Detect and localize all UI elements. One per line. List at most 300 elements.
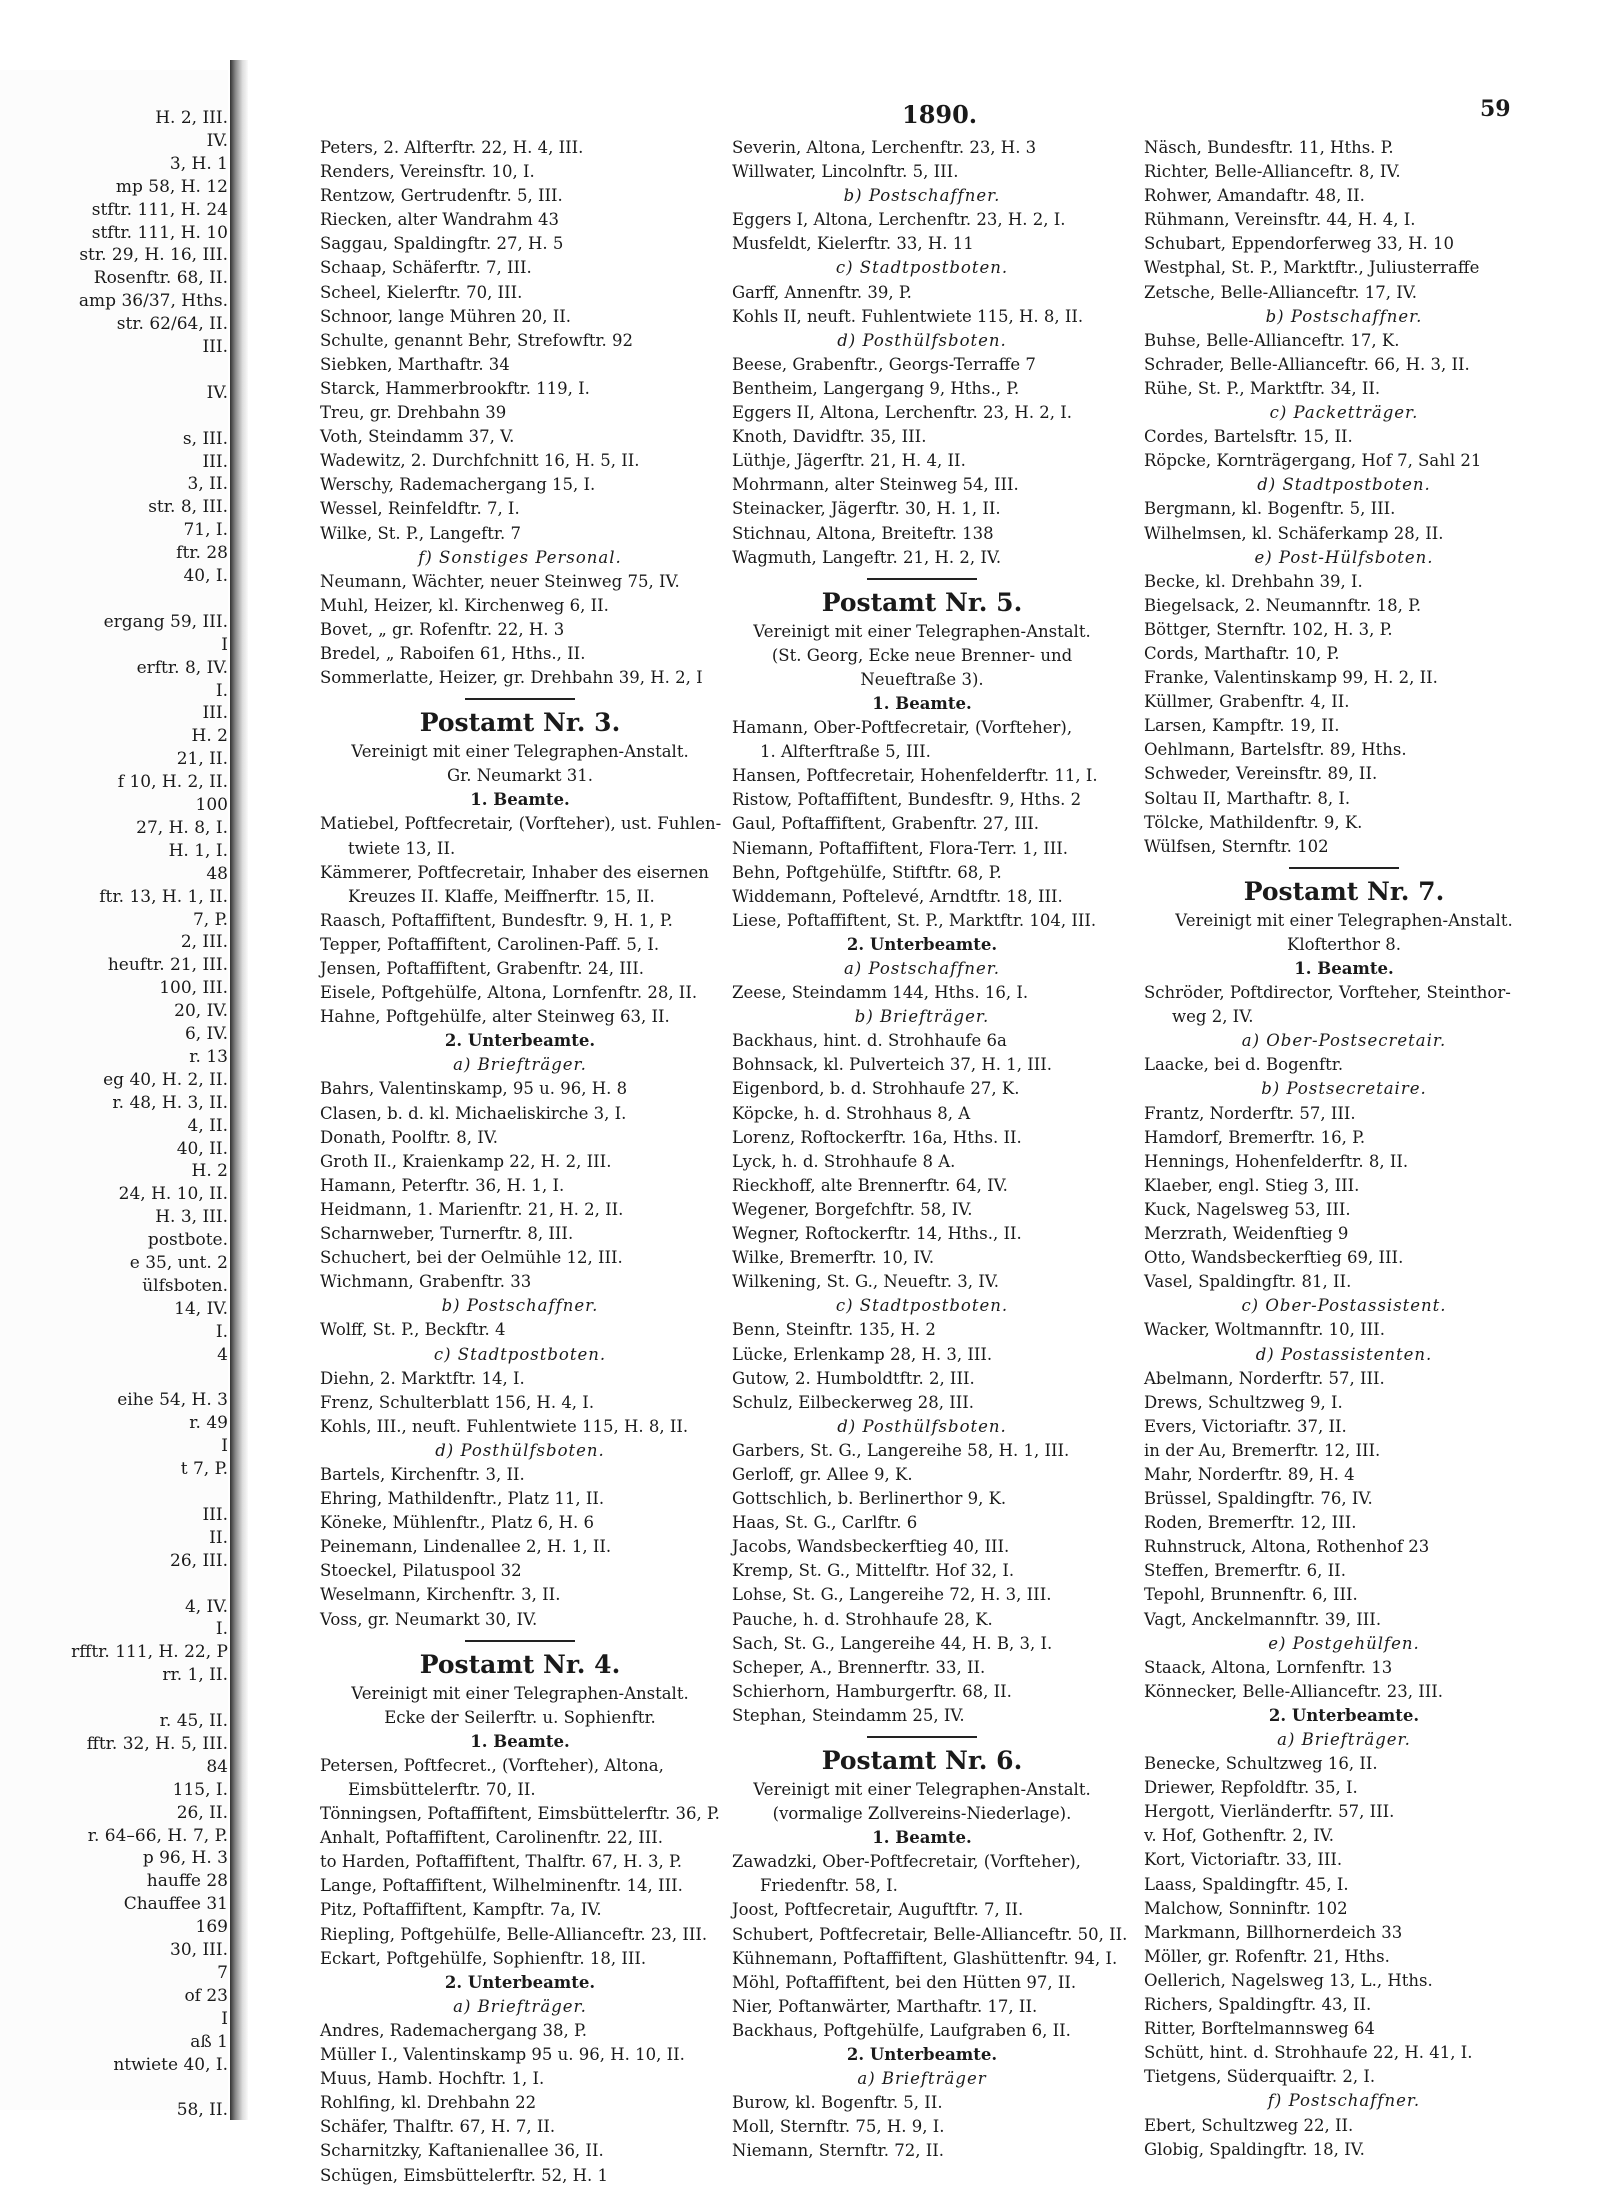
- fragment-line: eihe 54, H. 3: [117, 1390, 228, 1411]
- directory-entry: Rohwer, Amandaftr. 48, II.: [1144, 186, 1365, 206]
- directory-entry: Näsch, Bundesftr. 11, Hths. P.: [1144, 138, 1394, 157]
- fragment-line: r. 48, H. 3, II.: [112, 1092, 228, 1113]
- office-info: Vereinigt mit einer Telegraphen-Anstalt.: [1175, 910, 1513, 930]
- directory-entry: Mahr, Norderftr. 89, H. 4: [1144, 1464, 1355, 1484]
- directory-entry: Andres, Rademachergang 38, P.: [320, 2020, 588, 2040]
- directory-entry: Benn, Steinftr. 135, H. 2: [732, 1320, 936, 1340]
- directory-entry: Wilke, Bremerftr. 10, IV.: [732, 1248, 935, 1268]
- directory-entry: Widdemann, Poftelevé, Arndtftr. 18, III.: [732, 886, 1063, 906]
- fragment-line: Rosenftr. 68, II.: [93, 268, 228, 289]
- fragment-line: stftr. 111, H. 24: [91, 199, 228, 220]
- fragment-line: 100: [195, 795, 228, 815]
- directory-entry: Röpcke, Kornträgergang, Hof 7, Sahl 21: [1144, 451, 1482, 471]
- directory-entry: Gottschlich, b. Berlinerthor 9, K.: [732, 1489, 1007, 1509]
- directory-entry: Muus, Hamb. Hochftr. 1, I.: [320, 2069, 545, 2089]
- fragment-line: 4, IV.: [184, 1596, 228, 1617]
- directory-entry: Nier, Poftanwärter, Marthaftr. 17, II.: [732, 1996, 1038, 2016]
- directory-entry: Wülfsen, Sternftr. 102: [1144, 836, 1329, 856]
- directory-entry: Stoeckel, Pilatuspool 32: [320, 1561, 522, 1581]
- directory-page: [252, 70, 1552, 2185]
- fragment-line: 20, IV.: [174, 1001, 228, 1022]
- section-divider: [867, 1736, 977, 1738]
- directory-entry: Schütt, hint. d. Strohhaufe 22, H. 41, I.: [1144, 2043, 1473, 2063]
- directory-entry: Eckart, Poftgehülfe, Sophienftr. 18, III.: [320, 1948, 647, 1968]
- directory-entry: Bartels, Kirchenftr. 3, II.: [320, 1464, 525, 1484]
- book-fold-shadow: [230, 60, 248, 2120]
- subsection-heading: f) Postschaffner.: [1267, 2091, 1421, 2111]
- directory-entry: Bentheim, Langergang 9, Hths., P.: [732, 378, 1020, 398]
- directory-entry: Steinacker, Jägerftr. 30, H. 1, II.: [732, 499, 1001, 519]
- postamt-heading: Postamt Nr. 4.: [419, 1649, 621, 1679]
- fragment-line: ülfsboten.: [142, 1275, 228, 1296]
- column-3: [1144, 136, 1544, 2162]
- directory-entry: Sach, St. G., Langereihe 44, H. B, 3, I.: [732, 1633, 1053, 1653]
- category-heading: 1. Beamte.: [1294, 959, 1394, 978]
- office-info: Vereinigt mit einer Telegraphen-Anstalt.: [753, 621, 1091, 641]
- column-1: [320, 136, 720, 2188]
- directory-entry: Jensen, Poftaffiftent, Grabenftr. 24, III.: [320, 959, 644, 978]
- directory-entry: Heidmann, 1. Marienftr. 21, H. 2, II.: [320, 1199, 624, 1219]
- fragment-line: H. 2: [191, 1161, 228, 1182]
- fragment-line: r. 45, II.: [159, 1711, 228, 1731]
- fragment-line: Chauffee 31: [123, 1894, 228, 1915]
- fragment-line: stftr. 111, H. 10: [91, 222, 228, 243]
- fragment-line: III.: [202, 703, 228, 724]
- subsection-heading: d) Postassistenten.: [1255, 1344, 1433, 1364]
- directory-entry: Wilkening, St. G., Neueftr. 3, IV.: [732, 1272, 999, 1292]
- directory-entry: Eigenbord, b. d. Strohhaufe 27, K.: [732, 1079, 1020, 1099]
- directory-entry: Groth II., Kraienkamp 22, H. 2, III.: [320, 1151, 612, 1171]
- directory-entry: Voss, gr. Neumarkt 30, IV.: [320, 1609, 538, 1629]
- directory-entry: Zeese, Steindamm 144, Hths. 16, I.: [732, 983, 1029, 1003]
- fragment-line: 7, P.: [192, 909, 228, 930]
- directory-entry: Frantz, Norderftr. 57, III.: [1144, 1103, 1356, 1123]
- directory-entry: Brüssel, Spaldingftr. 76, IV.: [1144, 1489, 1373, 1509]
- subsection-heading: a) Briefträger.: [453, 1055, 587, 1075]
- directory-entry: Ruhnstruck, Altona, Rothenhof 23: [1144, 1537, 1430, 1557]
- directory-entry: Cords, Marthaftr. 10, P.: [1144, 643, 1340, 663]
- subsection-heading: c) Stadtpostboten.: [433, 1344, 607, 1364]
- fragment-line: ftr. 28: [176, 543, 228, 564]
- directory-entry: Bredel, „ Raboifen 61, Hths., II.: [320, 643, 586, 663]
- directory-entry: Eggers II, Altona, Lerchenftr. 23, H. 2, I.: [732, 403, 1073, 423]
- directory-entry: Sommerlatte, Heizer, gr. Drehbahn 39, H. 2, I: [320, 668, 703, 688]
- directory-entry: Schulz, Eilbeckerweg 28, III.: [732, 1392, 975, 1412]
- fragment-line: III.: [202, 1504, 228, 1525]
- directory-entry: Muhl, Heizer, kl. Kirchenweg 6, II.: [320, 595, 609, 615]
- directory-entry: Wadewitz, 2. Durchfchnitt 16, H. 5, II.: [320, 451, 640, 471]
- directory-entry: Vasel, Spaldingftr. 81, II.: [1144, 1272, 1352, 1292]
- fragment-line: str. 29, H. 16, III.: [79, 245, 228, 266]
- page-number: 59: [1480, 96, 1511, 122]
- directory-entry: Stichnau, Altona, Breiteftr. 138: [732, 523, 994, 543]
- fragment-line: 26, III.: [170, 1550, 228, 1571]
- directory-entry: Haas, St. G., Carlftr. 6: [732, 1513, 918, 1533]
- directory-entry: Severin, Altona, Lerchenftr. 23, H. 3: [732, 138, 1037, 157]
- subsection-heading: a) Briefträger.: [1277, 1730, 1411, 1749]
- subsection-heading: c) Packetträger.: [1269, 403, 1419, 423]
- directory-entry: Backhaus, Poftgehülfe, Laufgraben 6, II.: [732, 2020, 1071, 2040]
- directory-entry: Liese, Poftaffiftent, St. P., Marktftr. 104, III.: [732, 910, 1097, 930]
- fragment-line: 169: [195, 1917, 228, 1938]
- directory-entry: Wegener, Borgefchftr. 58, IV.: [732, 1199, 973, 1219]
- directory-entry: Diehn, 2. Marktftr. 14, I.: [320, 1368, 525, 1388]
- category-heading: 1. Beamte.: [470, 1731, 570, 1751]
- fragment-line: 40, II.: [176, 1138, 228, 1159]
- directory-entry: Matiebel, Poftfecretair, (Vorfteher), ust. Fuhlen-: [320, 814, 722, 834]
- category-heading: 2. Unterbeamte.: [846, 2045, 998, 2065]
- directory-entry: Scharnweber, Turnerftr. 8, III.: [320, 1224, 574, 1244]
- subsection-heading: a) Ober-Postsecretair.: [1241, 1031, 1447, 1051]
- fragment-line: ergang 59, III.: [103, 611, 228, 632]
- directory-entry: in der Au, Bremerftr. 12, III.: [1144, 1440, 1381, 1460]
- subsection-heading: b) Postsecretaire.: [1261, 1079, 1427, 1099]
- office-info: Vereinigt mit einer Telegraphen-Anstalt.: [351, 742, 689, 762]
- directory-entry: Roden, Bremerftr. 12, III.: [1144, 1513, 1357, 1533]
- category-heading: 1. Beamte.: [470, 790, 570, 810]
- directory-entry: Jacobs, Wandsbeckerftieg 40, III.: [732, 1537, 1010, 1557]
- directory-entry: Starck, Hammerbrookftr. 119, I.: [320, 378, 590, 398]
- directory-entry: Neumann, Wächter, neuer Steinweg 75, IV.: [320, 571, 680, 591]
- fragment-line: hauffe 28: [146, 1871, 228, 1892]
- fragment-line: p 96, H. 3: [142, 1848, 228, 1869]
- fragment-line: IV.: [206, 382, 228, 403]
- fragment-line: fftr. 32, H. 5, III.: [86, 1733, 228, 1754]
- directory-entry: Westphal, St. P., Marktftr., Juliusterraffe: [1144, 258, 1480, 278]
- section-divider: [465, 1640, 575, 1642]
- fragment-line: erftr. 8, IV.: [136, 657, 228, 678]
- directory-entry: Hamdorf, Bremerftr. 16, P.: [1144, 1127, 1366, 1147]
- running-header-year: 1890.: [902, 100, 978, 129]
- directory-entry: Burow, kl. Bogenftr. 5, II.: [732, 2093, 943, 2113]
- directory-entry: Lyck, h. d. Strohhaufe 8 A.: [732, 1151, 956, 1171]
- previous-page-fragment: [0, 70, 228, 2121]
- column-2: [732, 136, 1128, 2164]
- directory-entry: Köpcke, h. d. Strohhaus 8, A: [732, 1103, 971, 1123]
- category-heading: 2. Unterbeamte.: [444, 1972, 596, 1992]
- directory-entry: Tönningsen, Poftaffiftent, Eimsbüttelerftr. 36, P.: [320, 1804, 720, 1824]
- directory-entry: Schaap, Schäferftr. 7, III.: [320, 258, 532, 278]
- directory-entry: Kohls II, neuft. Fuhlentwiete 115, H. 8, II.: [732, 306, 1084, 326]
- directory-entry: Benecke, Schultzweg 16, II.: [1144, 1754, 1378, 1774]
- directory-entry: Böttger, Sternftr. 102, H. 3, P.: [1144, 619, 1393, 639]
- directory-entry: Ritter, Borftelmannsweg 64: [1144, 2019, 1375, 2039]
- directory-entry: Kühnemann, Poftaffiftent, Glashüttenftr. 94, I.: [732, 1948, 1118, 1968]
- directory-entry: Lohse, St. G., Langereihe 72, H. 3, III.: [732, 1585, 1052, 1605]
- directory-entry: Garbers, St. G., Langereihe 58, H. 1, III.: [732, 1440, 1070, 1460]
- directory-entry: Abelmann, Norderftr. 57, III.: [1144, 1368, 1385, 1388]
- directory-entry: Ehring, Mathildenftr., Platz 11, II.: [320, 1489, 605, 1509]
- directory-entry: Behn, Poftgehülfe, Stiftftr. 68, P.: [732, 862, 1002, 882]
- directory-entry: Wilhelmsen, kl. Schäferkamp 28, II.: [1144, 523, 1444, 543]
- directory-entry: Larsen, Kampftr. 19, II.: [1144, 716, 1340, 736]
- directory-entry: Beese, Grabenftr., Georgs-Terraffe 7: [732, 354, 1036, 374]
- directory-entry: Clasen, b. d. kl. Michaeliskirche 3, I.: [320, 1103, 627, 1123]
- office-info: Vereinigt mit einer Telegraphen-Anstalt.: [753, 1780, 1091, 1799]
- directory-entry: Scharnitzky, Kaftanienallee 36, II.: [320, 2141, 604, 2161]
- directory-entry: Laacke, bei d. Bogenftr.: [1144, 1055, 1344, 1075]
- directory-entry: Ebert, Schultzweg 22, II.: [1144, 2115, 1354, 2135]
- entry-continuation: Friedenftr. 58, I.: [760, 1876, 898, 1896]
- fragment-line: 30, III.: [170, 1940, 228, 1960]
- directory-entry: Peters, 2. Alfterftr. 22, H. 4, III.: [320, 138, 584, 157]
- directory-entry: Biegelsack, 2. Neumannftr. 18, P.: [1144, 595, 1422, 615]
- postamt-heading: Postamt Nr. 7.: [1243, 876, 1445, 906]
- directory-entry: Steffen, Bremerftr. 6, II.: [1144, 1561, 1346, 1581]
- directory-entry: Weselmann, Kirchenftr. 3, II.: [320, 1585, 561, 1605]
- directory-entry: Müller I., Valentinskamp 95 u. 96, H. 10, II.: [320, 2045, 685, 2065]
- fragment-line: H. 2, III.: [155, 108, 228, 128]
- entry-continuation: Eimsbüttelerftr. 70, II.: [348, 1780, 536, 1799]
- fragment-line: I: [221, 634, 228, 655]
- fragment-line: 71, I.: [183, 520, 228, 541]
- directory-entry: Kort, Victoriaftr. 33, III.: [1144, 1850, 1343, 1870]
- directory-entry: Backhaus, hint. d. Strohhaufe 6a: [732, 1031, 1007, 1051]
- subsection-heading: c) Ober-Postassistent.: [1241, 1296, 1447, 1316]
- subsection-heading: c) Stadtpostboten.: [835, 1296, 1009, 1316]
- fragment-line: 3, II.: [187, 474, 228, 495]
- fragment-line: 84: [206, 1756, 228, 1777]
- office-info: Gr. Neumarkt 31.: [446, 766, 594, 786]
- postamt-heading: Postamt Nr. 3.: [419, 708, 621, 738]
- directory-entry: Rühmann, Vereinsftr. 44, H. 4, I.: [1144, 210, 1416, 230]
- fragment-line: eg 40, H. 2, II.: [103, 1069, 228, 1090]
- fragment-line: 21, II.: [176, 749, 228, 770]
- fragment-line: 4: [217, 1344, 228, 1365]
- directory-entry: Cordes, Bartelsftr. 15, II.: [1144, 427, 1353, 447]
- directory-entry: Wacker, Woltmannftr. 10, III.: [1144, 1320, 1385, 1340]
- fragment-line: I: [221, 2008, 228, 2029]
- directory-entry: Pauche, h. d. Strohhaufe 28, K.: [732, 1609, 993, 1629]
- subsection-heading: d) Posthülfsboten.: [837, 330, 1007, 350]
- directory-entry: Siebken, Marthaftr. 34: [320, 354, 510, 374]
- directory-entry: Soltau II, Marthaftr. 8, I.: [1144, 788, 1351, 808]
- directory-entry: Petersen, Poftfecret., (Vorfteher), Altona,: [320, 1755, 664, 1775]
- directory-entry: Rohlfing, kl. Drehbahn 22: [320, 2093, 537, 2113]
- directory-entry: Kämmerer, Poftfecretair, Inhaber des eisernen: [320, 862, 709, 882]
- directory-entry: Schäfer, Thalftr. 67, H. 7, II.: [320, 2117, 556, 2137]
- entry-continuation: twiete 13, II.: [348, 838, 456, 858]
- directory-entry: Markmann, Billhornerdeich 33: [1144, 1922, 1403, 1942]
- fragment-line: II.: [209, 1527, 228, 1548]
- fragment-line: H. 3, III.: [155, 1207, 228, 1228]
- directory-entry: Hennings, Hohenfelderftr. 8, II.: [1144, 1151, 1409, 1171]
- fragment-line: I.: [215, 680, 228, 701]
- fragment-line: H. 1, I.: [168, 840, 228, 861]
- directory-entry: Oehlmann, Bartelsftr. 89, Hths.: [1144, 740, 1407, 760]
- directory-entry: Otto, Wandsbeckerftieg 69, III.: [1144, 1248, 1404, 1268]
- directory-entry: Zawadzki, Ober-Poftfecretair, (Vorfteher),: [732, 1852, 1081, 1872]
- office-info: Ecke der Seilerftr. u. Sophienftr.: [384, 1707, 656, 1727]
- directory-entry: Globig, Spaldingftr. 18, IV.: [1144, 2139, 1365, 2159]
- fragment-line: 7: [217, 1962, 228, 1983]
- fragment-line: IV.: [206, 130, 228, 151]
- directory-entry: Schulte, genannt Behr, Strefowftr. 92: [320, 330, 634, 350]
- directory-entry: Könnecker, Belle-Allianceftr. 23, III.: [1144, 1681, 1443, 1701]
- directory-entry: Bahrs, Valentinskamp, 95 u. 96, H. 8: [320, 1079, 628, 1099]
- directory-entry: Becke, kl. Drehbahn 39, I.: [1144, 571, 1363, 591]
- fragment-line: 6, IV.: [184, 1024, 228, 1044]
- fragment-line: 58, II.: [176, 2100, 228, 2121]
- section-divider: [465, 698, 575, 700]
- subsection-heading: a) Briefträger: [857, 2069, 987, 2089]
- directory-entry: Eggers I, Altona, Lerchenftr. 23, H. 2, I.: [732, 210, 1066, 230]
- directory-entry: Gaul, Poftaffiftent, Grabenftr. 27, III.: [732, 814, 1040, 834]
- directory-entry: Riecken, alter Wandrahm 43: [320, 210, 560, 230]
- directory-entry: Schröder, Poftdirector, Vorfteher, Steinthor-: [1144, 983, 1511, 1003]
- directory-entry: Moll, Sternftr. 75, H. 9, I.: [732, 2117, 945, 2137]
- directory-entry: Rieckhoff, alte Brennerftr. 64, IV.: [732, 1175, 1008, 1195]
- directory-entry: Möhl, Poftaffiftent, bei den Hütten 97, II.: [732, 1972, 1077, 1992]
- category-heading: 1. Beamte.: [872, 1828, 972, 1848]
- subsection-heading: a) Postschaffner.: [843, 959, 1001, 978]
- directory-entry: Wegner, Roftockerftr. 14, Hths., II.: [732, 1224, 1022, 1244]
- fragment-line: postbote.: [147, 1230, 228, 1251]
- fragment-line: heuftr. 21, III.: [107, 955, 228, 976]
- directory-entry: Wagmuth, Langeftr. 21, H. 2, IV.: [732, 547, 1002, 567]
- directory-entry: Eisele, Poftgehülfe, Altona, Lornfenftr. 28, II.: [320, 983, 698, 1003]
- directory-entry: Garff, Annenftr. 39, P.: [732, 282, 912, 302]
- category-heading: 2. Unterbeamte.: [1268, 1705, 1420, 1725]
- subsection-heading: b) Postschaffner.: [843, 186, 1001, 206]
- directory-entry: Bergmann, kl. Bogenftr. 5, III.: [1144, 499, 1396, 519]
- directory-entry: Voth, Steindamm 37, V.: [320, 427, 515, 447]
- fragment-line: amp 36/37, Hths.: [78, 291, 228, 312]
- office-info: Neueftraße 3).: [860, 669, 984, 689]
- directory-entry: Hamann, Ober-Poftfecretair, (Vorfteher),: [732, 718, 1073, 738]
- entry-continuation: 1. Alfterftraße 5, III.: [760, 742, 931, 762]
- directory-entry: Hergott, Vierländerftr. 57, III.: [1144, 1802, 1395, 1822]
- directory-entry: Klaeber, engl. Stieg 3, III.: [1144, 1175, 1360, 1195]
- directory-entry: Frenz, Schulterblatt 156, H. 4, I.: [320, 1392, 595, 1412]
- directory-entry: Donath, Poolftr. 8, IV.: [320, 1127, 499, 1147]
- directory-entry: Franke, Valentinskamp 99, H. 2, II.: [1144, 668, 1438, 688]
- office-info: (St. Georg, Ecke neue Brenner- und: [771, 645, 1073, 665]
- directory-entry: Mohrmann, alter Steinweg 54, III.: [732, 475, 1019, 495]
- directory-entry: Renders, Vereinsftr. 10, I.: [320, 162, 535, 182]
- fragment-line: I: [221, 1436, 228, 1457]
- directory-entry: Tepohl, Brunnenftr. 6, III.: [1144, 1585, 1358, 1605]
- office-info: Klofterthor 8.: [1287, 934, 1401, 954]
- fragment-line: ftr. 13, H. 1, II.: [99, 886, 228, 907]
- directory-entry: Tietgens, Süderquaiftr. 2, I.: [1144, 2067, 1376, 2087]
- section-divider: [1289, 867, 1399, 869]
- directory-entry: Treu, gr. Drehbahn 39: [320, 403, 507, 423]
- directory-entry: Buhse, Belle-Allianceftr. 17, K.: [1144, 330, 1400, 350]
- directory-entry: Gutow, 2. Humboldtftr. 2, III.: [732, 1368, 975, 1388]
- directory-entry: Tepper, Poftaffiftent, Carolinen-Paff. 5, I.: [320, 934, 660, 954]
- category-heading: 2. Unterbeamte.: [444, 1031, 596, 1051]
- fragment-line: 4, II.: [187, 1115, 228, 1136]
- directory-entry: Rühe, St. P., Marktftr. 34, II.: [1144, 378, 1381, 398]
- fragment-line: e 35, unt. 2: [129, 1253, 228, 1273]
- directory-entry: Oellerich, Nagelsweg 13, L., Hths.: [1144, 1970, 1433, 1990]
- directory-entry: Willwater, Lincolnftr. 5, III.: [732, 162, 959, 182]
- directory-entry: Wilke, St. P., Langeftr. 7: [320, 523, 521, 543]
- directory-entry: Scheel, Kielerftr. 70, III.: [320, 282, 523, 302]
- directory-entry: Bovet, „ gr. Rofenftr. 22, H. 3: [320, 619, 565, 639]
- fragment-line: III.: [202, 451, 228, 472]
- directory-entry: Malchow, Sonninftr. 102: [1144, 1898, 1348, 1918]
- fragment-line: 3, H. 1: [169, 153, 228, 174]
- fragment-line: 27, H. 8, I.: [136, 817, 228, 838]
- section-divider: [867, 578, 977, 580]
- office-info: Vereinigt mit einer Telegraphen-Anstalt.: [351, 1683, 689, 1703]
- directory-entry: Rentzow, Gertrudenftr. 5, III.: [320, 186, 563, 206]
- directory-entry: Schügen, Eimsbüttelerftr. 52, H. 1: [320, 2165, 608, 2185]
- directory-entry: Staack, Altona, Lornfenftr. 13: [1144, 1657, 1393, 1677]
- fragment-line: r. 64–66, H. 7, P.: [87, 1825, 228, 1846]
- entry-continuation: Kreuzes II. Klaffe, Meiffnerftr. 15, II.: [348, 886, 655, 906]
- directory-entry: Schrader, Belle-Allianceftr. 66, H. 3, II.: [1144, 354, 1470, 374]
- directory-entry: Möller, gr. Rofenftr. 21, Hths.: [1144, 1946, 1390, 1966]
- directory-entry: Anhalt, Poftaffiftent, Carolinenftr. 22, III.: [320, 1828, 664, 1848]
- fragment-line: mp 58, H. 12: [115, 176, 228, 197]
- fragment-line: 26, II.: [176, 1802, 228, 1823]
- directory-entry: Lücke, Erlenkamp 28, H. 3, III.: [732, 1344, 993, 1364]
- postamt-heading: Postamt Nr. 5.: [821, 587, 1023, 617]
- fragment-line: of 23: [184, 1985, 228, 2006]
- directory-entry: Wichmann, Grabenftr. 33: [320, 1272, 532, 1292]
- directory-entry: Hansen, Poftfecretair, Hohenfelderftr. 11, I.: [732, 766, 1098, 786]
- fragment-line: 14, IV.: [174, 1298, 228, 1319]
- directory-entry: to Harden, Poftaffiftent, Thalftr. 67, H. 3, P.: [320, 1852, 682, 1872]
- fragment-line: aß 1: [190, 2031, 228, 2052]
- directory-entry: Niemann, Poftaffiftent, Flora-Terr. 1, III.: [732, 838, 1068, 858]
- subsection-heading: d) Stadtpostboten.: [1257, 475, 1431, 495]
- fragment-line: r. 13: [189, 1046, 228, 1067]
- fragment-line: I.: [215, 1321, 228, 1342]
- directory-entry: Köneke, Mühlenftr., Platz 6, H. 6: [320, 1513, 594, 1533]
- directory-entry: Richers, Spaldingftr. 43, II.: [1144, 1995, 1372, 2015]
- subsection-heading: b) Briefträger.: [854, 1007, 990, 1027]
- directory-entry: Evers, Victoriaftr. 37, II.: [1144, 1416, 1347, 1436]
- fragment-line: III.: [202, 337, 228, 357]
- directory-entry: Schubert, Poftfecretair, Belle-Allianceftr. 50, II.: [732, 1924, 1128, 1944]
- subsection-heading: e) Post-Hülfsboten.: [1254, 547, 1434, 567]
- directory-entry: Musfeldt, Kielerftr. 33, H. 11: [732, 234, 974, 254]
- directory-entry: Zetsche, Belle-Allianceftr. 17, IV.: [1144, 282, 1418, 302]
- directory-entry: Ristow, Poftaffiftent, Bundesftr. 9, Hths. 2: [732, 790, 1082, 810]
- directory-entry: Saggau, Spaldingftr. 27, H. 5: [320, 234, 564, 254]
- directory-entry: Küllmer, Grabenftr. 4, II.: [1144, 692, 1350, 712]
- directory-entry: Vagt, Anckelmannftr. 39, III.: [1144, 1609, 1382, 1629]
- fragment-line: t 7, P.: [180, 1459, 228, 1480]
- directory-entry: Kuck, Nagelsweg 53, III.: [1144, 1199, 1351, 1219]
- directory-entry: Lorenz, Roftockerftr. 16a, Hths. II.: [732, 1127, 1022, 1147]
- category-heading: 2. Unterbeamte.: [846, 934, 998, 954]
- directory-entry: Wessel, Reinfeldftr. 7, I.: [320, 499, 520, 519]
- fragment-line: 40, I.: [183, 566, 228, 586]
- directory-entry: Werschy, Rademachergang 15, I.: [320, 475, 596, 495]
- fragment-line: rr. 1, II.: [162, 1665, 228, 1686]
- directory-entry: Laass, Spaldingftr. 45, I.: [1144, 1874, 1349, 1894]
- fragment-line: rfftr. 111, H. 22, P: [71, 1642, 228, 1663]
- fragment-line: f 10, H. 2, II.: [117, 772, 228, 793]
- fragment-line: str. 8, III.: [148, 497, 228, 518]
- directory-entry: Stephan, Steindamm 25, IV.: [732, 1705, 965, 1725]
- directory-entry: Lüthje, Jägerftr. 21, H. 4, II.: [732, 451, 966, 471]
- directory-entry: Merzrath, Weidenftieg 9: [1144, 1224, 1349, 1244]
- subsection-heading: d) Posthülfsboten.: [435, 1440, 605, 1460]
- directory-entry: Kremp, St. G., Mittelftr. Hof 32, I.: [732, 1561, 1015, 1581]
- entry-continuation: weg 2, IV.: [1172, 1007, 1254, 1027]
- office-info: (vormalige Zollvereins-Niederlage).: [772, 1804, 1072, 1824]
- subsection-heading: b) Postschaffner.: [1265, 306, 1423, 326]
- directory-entry: Schubart, Eppendorferweg 33, H. 10: [1144, 234, 1454, 254]
- directory-entry: Schweder, Vereinsftr. 89, II.: [1144, 764, 1378, 784]
- fragment-line: 115, I.: [172, 1779, 228, 1800]
